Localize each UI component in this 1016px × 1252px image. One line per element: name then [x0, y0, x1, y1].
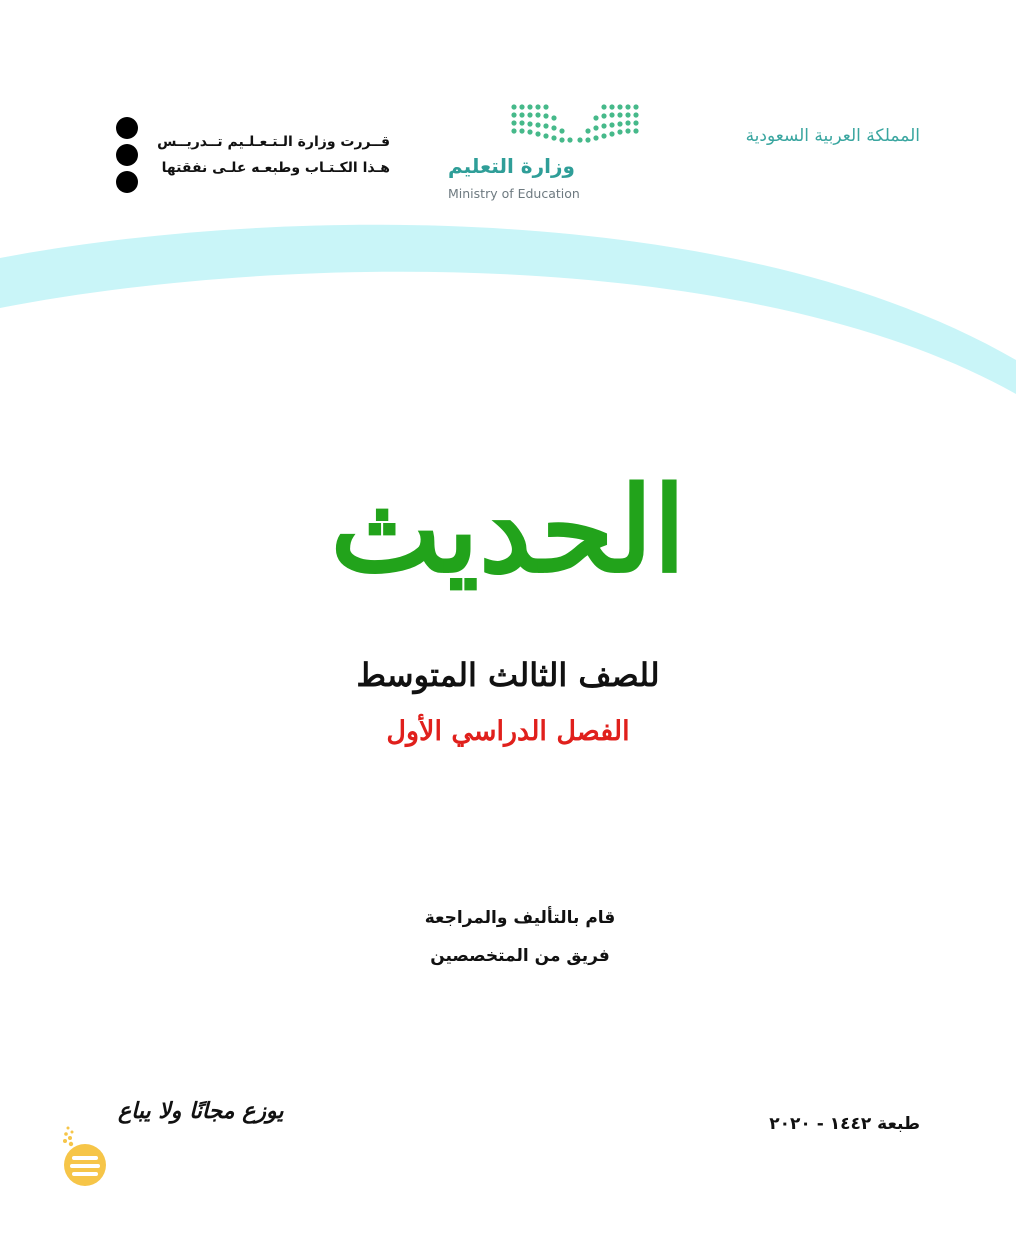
authoring-team: فريق من المتخصصين: [430, 946, 610, 966]
black-dot-icon: [116, 117, 138, 139]
book-title: الحديث: [330, 460, 686, 599]
free-distribution-note: يوزع مجانًا ولا يباع: [118, 1098, 284, 1124]
black-dot-icon: [116, 171, 138, 193]
ministry-name-en: Ministry of Education: [448, 186, 580, 201]
edition-label: طبعة ١٤٤٢ - ٢٠٢٠: [769, 1114, 920, 1134]
decorative-arc: [0, 210, 1016, 410]
kingdom-label: المملكة العربية السعودية: [745, 126, 920, 146]
book-brand-icon: [58, 1124, 108, 1186]
decree-line-1: قــررت وزارة الـتـعـلـيم تــدريــس: [157, 134, 390, 150]
authorship-label: قام بالتأليف والمراجعة: [424, 908, 616, 928]
semester-label: الفصل الدراسي الأول: [386, 716, 630, 747]
ministry-decree-text: [130, 129, 390, 181]
grade-label: للصف الثالث المتوسط: [356, 656, 660, 694]
bullet-dots: [116, 117, 140, 193]
ministry-name-ar: وزارة التعليم: [448, 154, 575, 178]
black-dot-icon: [116, 144, 138, 166]
decree-line-2: هـذا الكـتـاب وطبعـه علـى نفقتها: [161, 160, 390, 176]
